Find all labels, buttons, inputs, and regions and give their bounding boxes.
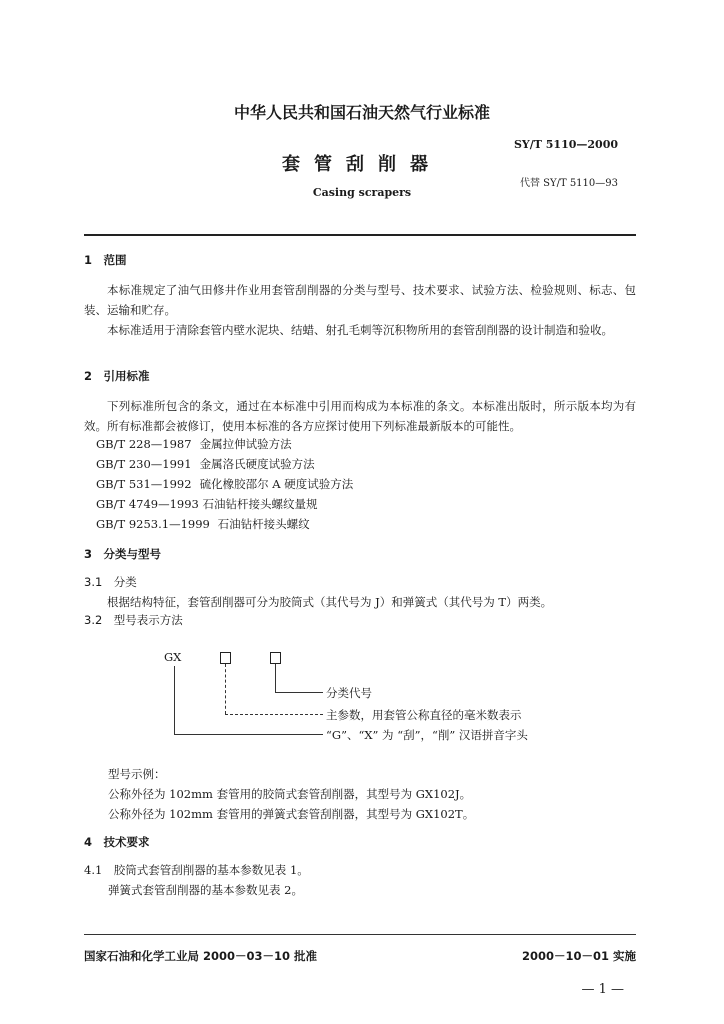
page-number: — 1 — [581, 982, 624, 997]
type-leader-vertical [275, 664, 276, 692]
reference-code: GB/T 531—1992 [96, 477, 192, 491]
reference-code: GB/T 230—1991 [96, 457, 192, 471]
diagram-label-type: 分类代号 [326, 686, 372, 700]
reference-item [96, 436, 292, 452]
approval-note: 国家石油和化学工业局 2000－03－10 批准 [84, 949, 318, 963]
reference-name: 硫化橡胶邵尔 A 硬度试验方法 [199, 477, 354, 491]
section-3-title: 3 分类与型号 [84, 547, 162, 561]
reference-code: GB/T 9253.1—1999 [96, 517, 210, 531]
section-2-title: 2 引用标准 [84, 369, 150, 383]
example-line: 公称外径为 102mm 套管用的胶筒式套管刮削器，其型号为 GX102J。 [108, 787, 472, 801]
issuing-standard-heading: 中华人民共和国石油天然气行业标准 [233, 103, 490, 122]
reference-code: GB/T 4749—1993 [96, 497, 199, 511]
type-leader-horizontal [275, 692, 323, 693]
replaces-standard: 代替 SY/T 5110—93 [519, 178, 618, 189]
section-3-1-title: 3.1 分类 [84, 575, 137, 589]
section-3-2-title: 3.2 型号表示方法 [84, 613, 183, 627]
footer-divider [84, 934, 636, 935]
effective-date: 2000－10－01 实施 [521, 949, 636, 963]
gx-leader-horizontal [174, 734, 323, 735]
section-4-1-paragraph: 4.1 胶筒式套管刮削器的基本参数见表 1。 [84, 863, 309, 877]
header-divider [84, 234, 636, 236]
standard-code: SY/T 5110—2000 [513, 138, 618, 151]
section-4-title: 4 技术要求 [84, 835, 150, 849]
type-code-box [270, 652, 281, 664]
main-param-box [220, 652, 231, 664]
section-3-1-paragraph: 根据结构特征，套管刮削器可分为胶筒式（其代号为 J）和弹簧式（其代号为 T）两类。 [107, 595, 553, 609]
reference-item [96, 456, 315, 472]
reference-name: 金属洛氏硬度试验方法 [199, 457, 315, 471]
document-title-en: Casing scrapers [312, 186, 412, 199]
section-1-paragraph-2: 本标准适用于清除套管内壁水泥块、结蜡、射孔毛刺等沉积物所用的套管刮削器的设计制造和验收。 [107, 323, 613, 337]
section-2-paragraph: 下列标准所包含的条文，通过在本标准中引用而构成为本标准的条文。本标准出版时，所示版本均为有效。所有标准都会被修订，使用本标准的各方应探讨使用下列标准最新版本的可能性。 [84, 399, 636, 433]
section-4-1-paragraph-2: 弹簧式套管刮削器的基本参数见表 2。 [108, 883, 303, 897]
diagram-prefix: GX [164, 650, 182, 664]
document-title-cn: 套管刮削器 [282, 154, 442, 175]
reference-item [96, 496, 318, 512]
main-leader-vertical [225, 664, 226, 714]
reference-item [96, 516, 310, 532]
reference-code: GB/T 228—1987 [96, 437, 192, 451]
reference-name: 石油钻杆接头螺纹量规 [202, 497, 318, 511]
main-leader-horizontal [225, 714, 323, 715]
diagram-label-gx: “G”、“X” 为 “刮”，“削” 汉语拼音字头 [326, 728, 528, 742]
reference-item [96, 476, 353, 492]
section-1-paragraph-1: 本标准规定了油气田修井作业用套管刮削器的分类与型号、技术要求、试验方法、检验规则、标志、包装、运输和贮存。 [84, 283, 636, 317]
reference-name: 金属拉伸试验方法 [199, 437, 292, 451]
diagram-label-main: 主参数，用套管公称直径的毫米数表示 [326, 708, 522, 722]
section-1-title: 1 范围 [84, 253, 127, 267]
example-title: 型号示例： [108, 767, 166, 781]
gx-leader-vertical [174, 666, 175, 734]
reference-name: 石油钻杆接头螺纹 [217, 517, 310, 531]
example-line: 公称外径为 102mm 套管用的弹簧式套管刮削器，其型号为 GX102T。 [108, 807, 475, 821]
